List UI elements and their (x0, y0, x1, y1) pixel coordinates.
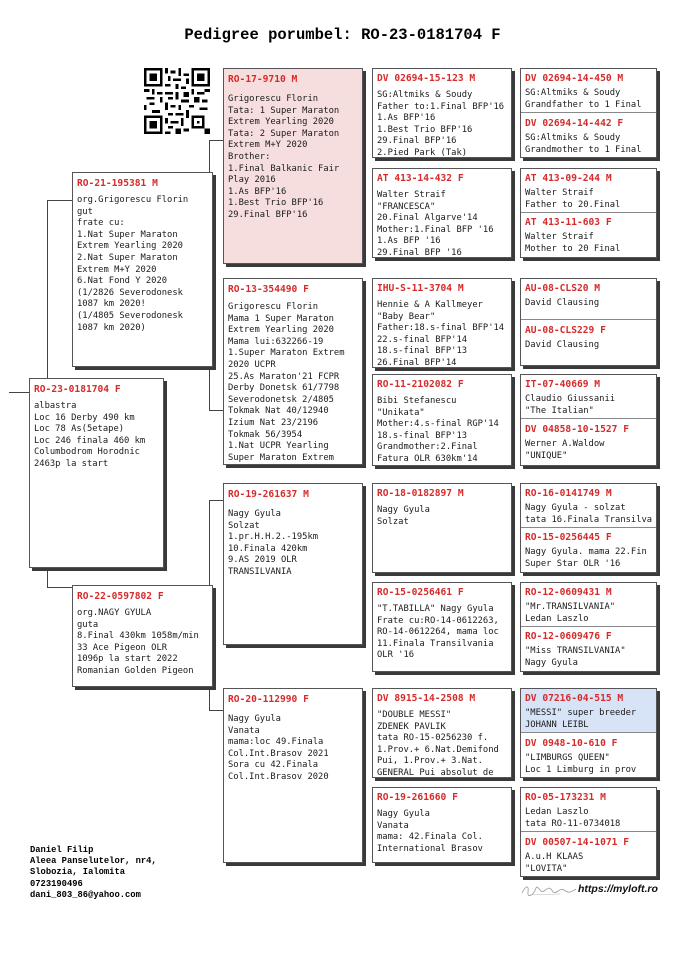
owner-address-line: Aleea Panselutelor, nr4, (30, 856, 157, 867)
ring-number: RO-15-0256445 F (525, 532, 612, 543)
ring-number: RO-17-9710 M (228, 74, 298, 85)
pigeon-details: "DOUBLE MESSI" ZDENEK PAVLIK tata RO-15-0256230 f. 1.Prov.+ 6.Nat.Demifond Pui, 1.Prov.+ 3.Nat. GENERAL Pui absolut de (377, 710, 499, 778)
gen2-card (223, 278, 363, 465)
pigeon-details: Werner A.Waldow "UNIQUE" (525, 439, 605, 461)
gen4-pair-card (520, 168, 657, 258)
connector-line (47, 200, 72, 201)
pigeon-details: "T.TABILLA" Nagy Gyula Frate cu:RO-14-0612263, RO-14-0612264, mama loc 11.Finala Transilvania OLR '16 (377, 604, 499, 661)
pigeon-details: Walter Straif "FRANCESCA" 20.Final Algarve'14 Mother:1.Final BFP '16 1.As BFP '16 29.Final BFP '16 (377, 190, 494, 258)
connector-line (209, 140, 223, 141)
ring-number: RO-12-0609431 M (525, 587, 612, 598)
gen2-card (223, 688, 363, 863)
gen4-pair-card (520, 688, 657, 778)
connector-line (209, 410, 223, 411)
pigeon-details: A.u.H KLAAS "LOVITA" (525, 852, 584, 874)
ring-number: RO-20-112990 F (228, 694, 309, 705)
ring-number: DV 8915-14-2508 M (377, 693, 476, 704)
connector-line (47, 587, 72, 588)
pigeon-details: org.NAGY GYULA guta 8.Final 430km 1058m/min 33 Ace Pigeon OLR 1096p la start 2022 Romanian Golden Pigeon (77, 608, 199, 676)
pigeon-details: David Clausing (525, 298, 600, 308)
ring-number: RO-18-0182897 M (377, 488, 464, 499)
gen2-card (223, 68, 363, 264)
gen4-pair-card (520, 483, 657, 573)
gen3-card (372, 374, 512, 466)
pigeon-details: Claudio Giussanii "The Italian" (525, 394, 616, 416)
sire-card (72, 172, 213, 367)
gen3-card (372, 688, 512, 778)
ring-number: AT 413-09-244 M (525, 173, 612, 184)
gen3-card (372, 278, 512, 368)
owner-name: Daniel Filip (30, 845, 94, 855)
ring-number: RO-12-0609476 F (525, 631, 612, 642)
pigeon-details: Nagy Gyula Solzat (377, 505, 430, 527)
pigeon-details: Nagy Gyula Vanata mama:loc 49.Finala Col.Int.Brasov 2021 Sora cu 42.Finala Col.Int.Brasov 2020 (228, 714, 329, 782)
pigeon-details: Nagy Gyula Solzat 1.pr.H.H.2.-195km 10.Finala 420km 9.AS 2019 OLR TRANSILVANIA (228, 509, 319, 577)
pigeon-details: "LIMBURGS QUEEN" Loc 1 Limburg in prov (525, 753, 637, 775)
card-divider (520, 732, 657, 733)
ring-number: RO-16-0141749 M (525, 488, 612, 499)
pigeon-details: "Miss TRANSILVANIA" Nagy Gyula (525, 646, 626, 668)
pigeon-details: Ledan Laszlo tata RO-11-0734018 (525, 807, 621, 829)
ring-number: RO-15-0256461 F (377, 587, 464, 598)
gen4-pair-card (520, 787, 657, 877)
ring-number: DV 00507-14-1071 F (525, 837, 629, 848)
ring-number: DV 02694-14-442 F (525, 118, 624, 129)
pigeon-details: albastra Loc 16 Derby 490 km Loc 78 As(5etape) Loc 246 finala 460 km Columbodrom Horodnic 2463p la start (34, 401, 146, 469)
connector-line (47, 200, 48, 380)
qr-code-icon (144, 68, 210, 134)
pigeon-details: Walter Straif Father to 20.Final (525, 188, 621, 210)
card-divider (520, 527, 657, 528)
page-title: Pedigree porumbel: RO-23-0181704 F (184, 26, 501, 44)
connector-line (9, 392, 29, 393)
ring-number: DV 02694-14-450 M (525, 73, 624, 84)
ring-number: AT 413-14-432 F (377, 173, 464, 184)
connector-line (47, 567, 48, 587)
website-link[interactable]: https://myloft.ro (578, 883, 658, 895)
subject-card (29, 378, 164, 568)
ring-number: DV 0948-10-610 F (525, 738, 618, 749)
card-divider (520, 112, 657, 113)
ring-number: DV 02694-15-123 M (377, 73, 476, 84)
ring-number: DV 04858-10-1527 F (525, 424, 629, 435)
pigeon-details: Nagy Gyula Vanata mama: 42.Finala Col. International Brasov (377, 809, 483, 854)
gen3-card (372, 68, 512, 158)
gen3-card (372, 787, 512, 863)
gen3-card (372, 483, 512, 573)
ring-number: IT-07-40669 M (525, 379, 601, 390)
ring-number: RO-19-261637 M (228, 489, 309, 500)
pigeon-details: Bibi Stefanescu "Unikata" Mother:4.s-final RGP'14 18.s-final BFP'13 Grandmother:2.Final Fatura OLR 630km'14 (377, 396, 499, 464)
ring-number: RO-05-173231 M (525, 792, 606, 803)
ring-number: RO-19-261660 F (377, 792, 458, 803)
pigeon-details: SG:Altmiks & Soudy Father to:1.Final BFP'16 1.As BFP'16 1.Best Trio BFP'16 29.Final BFP'16 2.Pied Park (Tak) (377, 90, 505, 158)
pigeon-details: David Clausing (525, 340, 600, 350)
pigeon-details: Hennie & A Kallmeyer "Baby Bear" Father:18.s-final BFP'14 22.s-final BFP'14 18.s-final BFP'13 26.Final BFP'14 (377, 300, 505, 368)
pigeon-details: Nagy Gyula. mama 22.Fin Super Star OLR '16 (525, 547, 647, 569)
card-divider (520, 212, 657, 213)
ring-number: RO-11-2102082 F (377, 379, 464, 390)
ring-number: RO-13-354490 F (228, 284, 309, 295)
owner-address-line: Slobozia, Ialomita (30, 867, 126, 878)
card-divider (520, 831, 657, 832)
connector-line (209, 710, 223, 711)
pigeon-details: Nagy Gyula - solzat tata 16.Finala Transilva (525, 503, 653, 525)
pigeon-details: SG:Altmiks & Soudy Grandmother to 1 Final (525, 133, 642, 155)
pigeon-details: Grigorescu Florin Mama 1 Super Maraton Extrem Yearling 2020 Mama lui:632266-19 1.Super Maraton Extrem 2020 UCPR 25.As Maraton'21 FCPR Derby Donetsk 61/7798 Severodonetsk 2/4805 Tokmak Nat 40/12940 Izium Nat 23/2196 Tokmak 56/3954 1.Nat UCPR Yearling Super Maraton Extrem (228, 302, 345, 463)
pigeon-details: Walter Straif Mother to 20 Final (525, 232, 621, 254)
ring-number: IHU-S-11-3704 M (377, 283, 464, 294)
ring-number: AU-08-CLS229 F (525, 325, 606, 336)
gen4-pair-card (520, 374, 657, 466)
dam-card (72, 585, 213, 687)
ring-number: AT 413-11-603 F (525, 217, 612, 228)
owner-email: dani_803_86@yahoo.com (30, 889, 141, 900)
ring-number: RO-23-0181704 F (34, 384, 121, 395)
ring-number: RO-22-0597802 F (77, 591, 164, 602)
ring-number: RO-21-195381 M (77, 178, 158, 189)
owner-phone: 0723190496 (30, 878, 83, 889)
pigeon-details: org.Grigorescu Florin gut frate cu: 1.Nat Super Maraton Extrem Yearling 2020 2.Nat Super Maraton Extrem M+Y 2020 6.Nat Fond Y 2020 (1/2826 Severodonesk 1087 km 2020! (1/4805 Severodonesk 1087 km 2020) (77, 195, 189, 333)
pigeon-details: SG:Altmiks & Soudy Grandfather to 1 Final (525, 88, 642, 110)
card-divider (520, 626, 657, 627)
gen4-pair-card (520, 68, 657, 158)
pigeon-details: Grigorescu Florin Tata: 1 Super Maraton Extrem Yearling 2020 Tata: 2 Super Maraton Extrem M+Y 2020 Brother: 1.Final Balkanic Fair Play 2016 1.As BFP'16 1.Best Trio BFP'16 29.Final BFP'16 (228, 94, 340, 220)
connector-line (209, 500, 223, 501)
card-divider (520, 418, 657, 419)
gen3-card (372, 582, 512, 672)
card-divider (520, 319, 657, 320)
ring-number: AU-08-CLS20 M (525, 283, 601, 294)
ring-number: DV 07216-04-515 M (525, 693, 624, 704)
gen3-card (372, 168, 512, 258)
gen4-pair-card (520, 278, 657, 366)
signature-icon (520, 882, 578, 898)
owner-contact (30, 845, 157, 901)
pigeon-details: "MESSI" super breeder JOHANN LEIBL (525, 708, 637, 730)
gen4-pair-card (520, 582, 657, 672)
gen2-card (223, 483, 363, 645)
pigeon-details: "Mr.TRANSILVANIA" Ledan Laszlo (525, 602, 616, 624)
